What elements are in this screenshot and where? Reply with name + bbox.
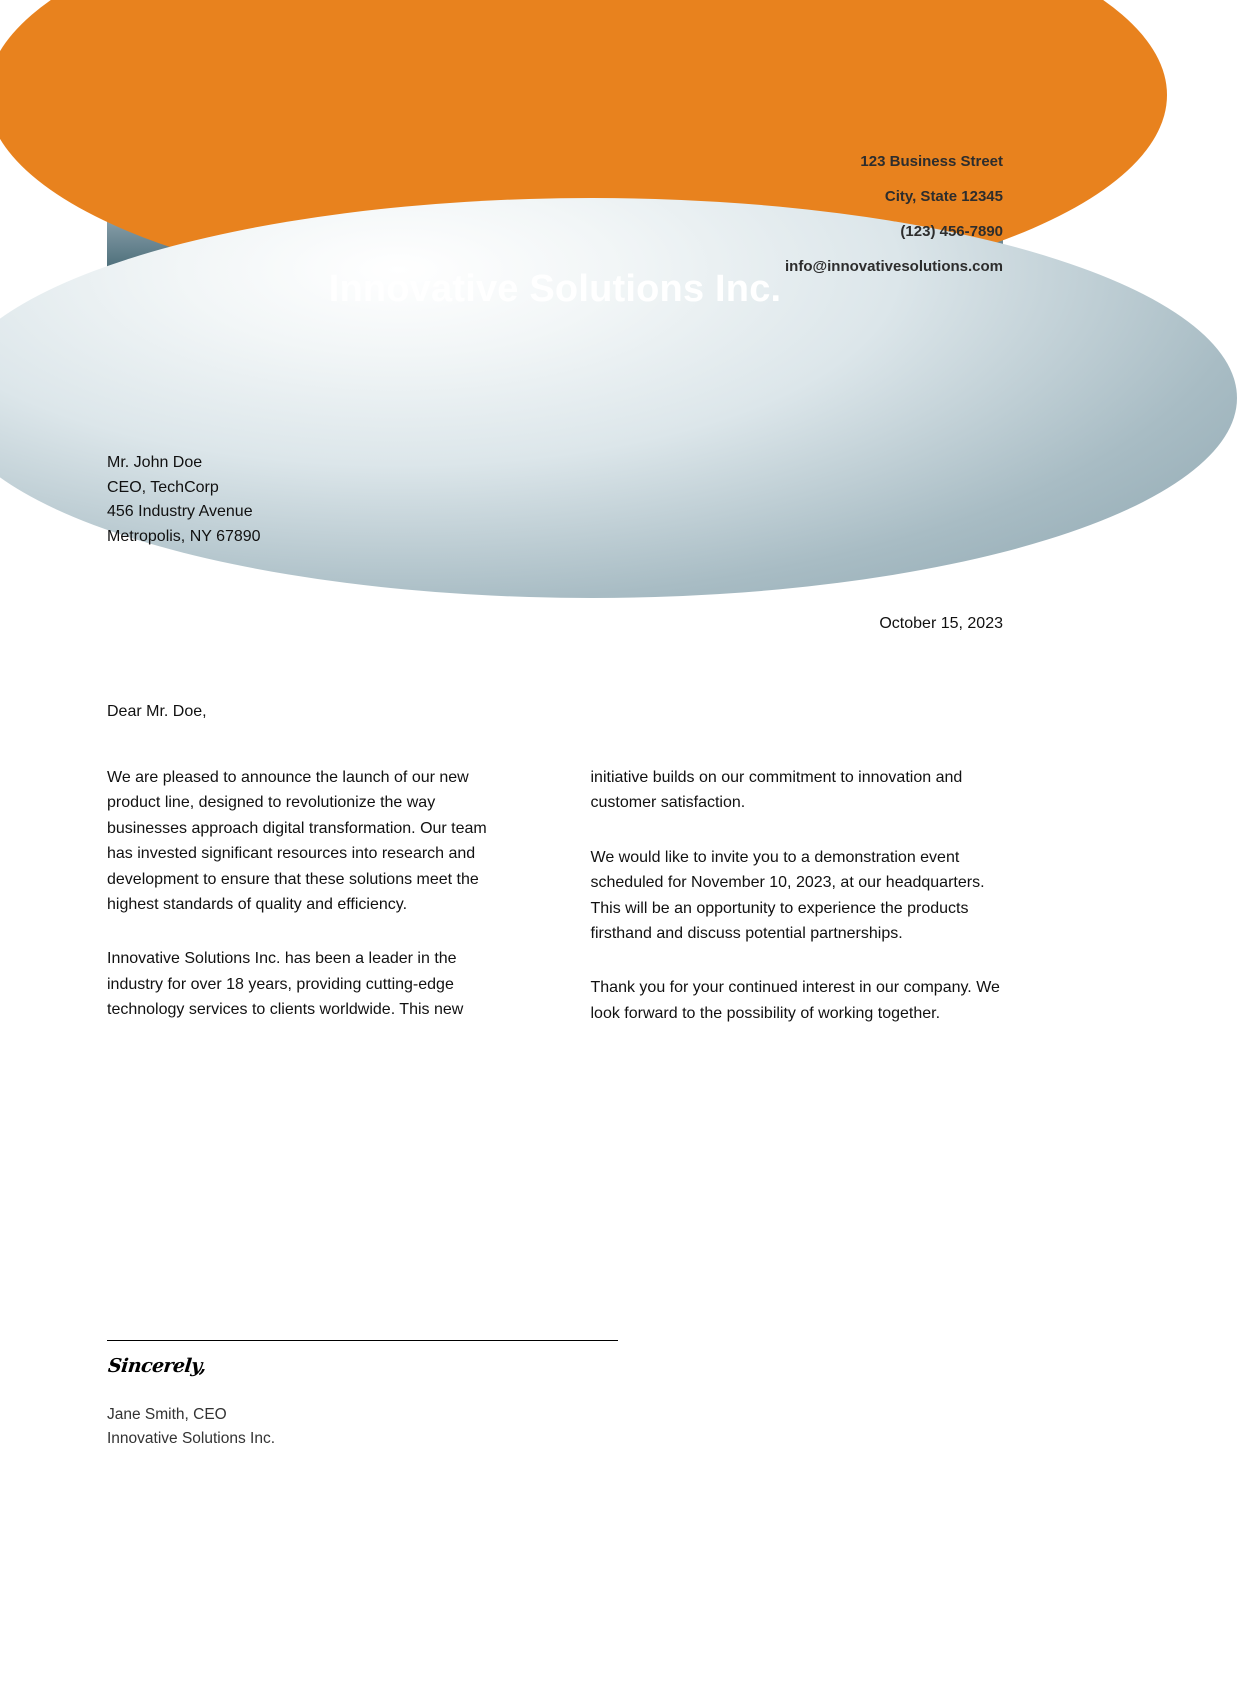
recipient-title-company: CEO, TechCorp [107, 478, 219, 496]
contact-city-state-zip: City, State 12345 [884, 188, 1003, 205]
recipient-street: 456 Industry Avenue [107, 503, 253, 520]
signature-divider [107, 1340, 618, 1341]
body-paragraph: Thank you for your continued interest in our company. We look forward to the possibility of working together. [590, 979, 1000, 1022]
closing-sincerely: Sincerely, [107, 1355, 207, 1377]
contact-phone: (123) 456-7890 [900, 223, 1003, 240]
company-name-title: Innovative Solutions Inc. [328, 268, 782, 310]
body-paragraph: We are pleased to announce the launch of our new product line, designed to revolutionize the way businesses approach digital transformation. Our team has invested significant resources into research and development to ensure that these solutions meet the highest standards of quality and efficiency. [107, 769, 487, 914]
letter-salutation: Dear Mr. Doe, [107, 703, 207, 720]
recipient-name: Mr. John Doe [107, 454, 203, 471]
letterhead-contact-block [583, 144, 1003, 284]
signer-name-title: Jane Smith, CEO [107, 1406, 227, 1423]
letter-body [107, 765, 1000, 1065]
signer-company: Innovative Solutions Inc. [107, 1429, 276, 1447]
contact-street: 123 Business Street [860, 153, 1003, 170]
letter-date: October 15, 2023 [879, 615, 1003, 632]
letterhead-banner [107, 100, 1003, 310]
recipient-city-state-zip: Metropolis, NY 67890 [107, 527, 261, 545]
signature-block [107, 1403, 275, 1450]
body-paragraph: Innovative Solutions Inc. has been a leader in the industry for over 18 years, providing cutting-edge technology services to clients worldwide. This new initiative builds on our commitment to innovation and customer satisfaction. [107, 769, 963, 1019]
recipient-address-block [107, 451, 261, 549]
body-paragraph: We would like to invite you to a demonstration event scheduled for November 10, 2023, at our headquarters. This will be an opportunity to experience the products firsthand and discuss potential partnerships. [590, 848, 985, 943]
contact-email: info@innovativesolutions.com [785, 258, 1003, 275]
